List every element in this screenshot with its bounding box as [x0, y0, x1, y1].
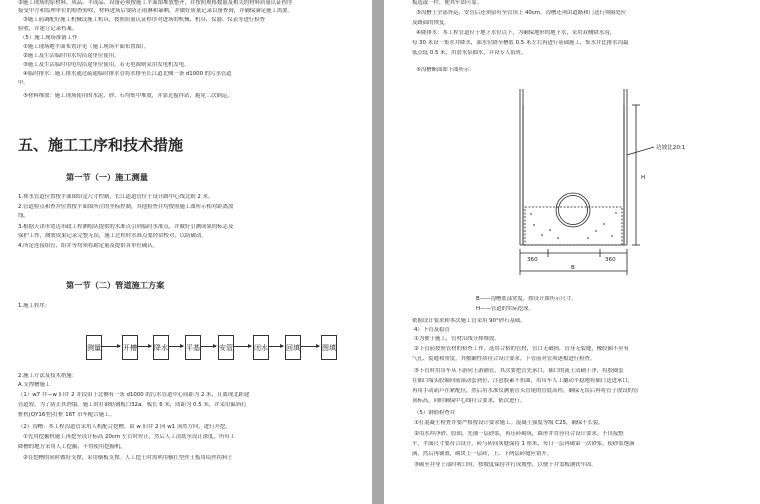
- text-line: 降槽的地方采用人工挖掘，不得使用挖掘机。: [18, 444, 126, 450]
- flow-arrow: [234, 346, 251, 347]
- text-line: 1.施工程序：: [18, 303, 51, 309]
- text-line: 4.所定连接组管、组井等均须将勘定量及提供各单位确认。: [18, 243, 158, 249]
- height-label: H: [641, 175, 646, 181]
- text-line: ⑤沟槽断面如下图所示：: [416, 67, 475, 73]
- text-line: 验收，并建立记录档案。: [18, 26, 78, 32]
- text-line: ②施工现场的原材料、成品、半成品、设备必须按施工平面图堆放整齐，并按照规格数量及相关的材料质量认证程序: [18, 0, 293, 6]
- text-line: ①为便于施工，管材沿线分排堆放。: [414, 336, 500, 342]
- legend-line: H——管道的实际挖深。: [476, 306, 534, 312]
- flow-step-box: 降水: [153, 335, 169, 360]
- text-line: 接受甲方和监理单位的检查验收，材料进场后要防止雨淋和暴晒，并做好质量记录以备查询，并确保满足施工需要。: [18, 8, 293, 14]
- subsection-heading: 第一节（二）管道施工方案: [66, 280, 165, 290]
- flow-step-box: 图填: [321, 335, 337, 360]
- text-line: 3.根据天津市宽达市政工程测绘队提供的水准点引到临时水准点，并做好引测成果的标志及: [18, 224, 234, 230]
- slope-label: 边坡比20:1: [656, 145, 686, 151]
- section-heading: 五、施工工序和技术措施: [18, 136, 184, 154]
- document-page-right: [384, 0, 760, 504]
- text-line: ⑤材料堆放：施工现场使用的水泥、砂、石均集中堆放，并靠近搅拌站，避免二次倒运。: [23, 93, 233, 99]
- text-line: ②在挖槽的同时做好支撑，采用横板支撑。人工挖土时需利用横扛型丝土板用铅丝拐料土: [23, 455, 233, 461]
- document-page-left: [0, 0, 372, 504]
- subsection-heading: 第一节（一）施工测量: [66, 172, 148, 182]
- text-line: ③施工及生活临时用电均沿途单位使用，若无电源则采用发电机发电。: [23, 62, 190, 68]
- text-line: ③沟槽土全部外运，安管后还须留有至管顶上 40cm。沟槽还须由道路和门送行须隔处应: [416, 10, 627, 16]
- text-line: ②下管前按照管材的检查工作，选用合格的管材，管口无破损，管身无裂缝，橡胶圈不应有: [414, 346, 630, 352]
- flow-step-box: 闭水: [253, 335, 269, 360]
- text-line: （5）钢筋检查井: [414, 410, 456, 416]
- text-line: ②施工及生活临时用水均沿途单位使用。: [23, 53, 120, 59]
- flow-arrow: [169, 346, 183, 347]
- text-line: 气孔、裂缝和重皮，其敷确性质符合设计要求，下管前对管须逐根进行检查。: [412, 356, 596, 362]
- width-label: B: [571, 265, 575, 271]
- text-line: （1）w7 井—w 旧井 2 井段由于北侧有一条 d1000 的污水管道中心间距为 2 米，且离现北距建: [18, 392, 250, 398]
- legend-line: B——沟槽底部宽度，按设计图所示尺寸。: [476, 296, 577, 302]
- text-line: ①打混凝土检查井要严格按设计要求施工。混凝土强度等级 C25，确保不长裂。: [414, 420, 604, 426]
- text-line: （2）沟槽：本工程沟道管采用人机配合挖槽。由 w 旧井 2 向 w1 顶然方向，进行开挖。: [18, 424, 231, 430]
- text-line: ③下管时用吊车从下游向上游铺管，其次要把管先承口，插口的流土清刷干净，将胶圈套: [414, 368, 624, 374]
- flow-step-box: 安管: [218, 335, 234, 360]
- flow-arrow: [269, 346, 283, 347]
- dimension-label: 360: [605, 257, 616, 263]
- flow-step-box: 测量: [86, 335, 102, 360]
- text-line: ④降排水：本工程管道位于地下水位以下，为确保地形的地下水，采用双侧降水沟，: [416, 30, 615, 36]
- text-line: 低点低 0.5 米，用潜水泵抽水，并设专人值班。: [412, 50, 527, 56]
- flow-arrow: [102, 346, 120, 347]
- text-line: 在插口端头胶圈向前滚动套到位，注意胶素不扭曲，用吊车人工撬动平稳地将插口送进承口，: [412, 378, 634, 384]
- text-line: ③砌至井身上部时收口时，按坡度保持井打成坡垫，以便于井盖板钢铁牢固。: [414, 462, 597, 468]
- text-line: 每 30 米设一集水井降水，油水位降至槽底 0.5 米左右再进行基础施工，集水井比排水沟最: [412, 40, 629, 46]
- text-line: （5）施工现场准备工作: [20, 35, 78, 41]
- flow-step-box: 回填: [285, 335, 301, 360]
- text-line: 依据设计要求和本次施工管采用 90°砂石基础。: [412, 318, 526, 324]
- text-line: 顶标高，同时确保中心线符合要求，依次进行。: [412, 398, 526, 404]
- flow-step-box: 开槽: [122, 335, 138, 360]
- text-line: 保护工作，测放成果记录完整无误，施工过程时水准点要经常校对，以防破动。: [18, 233, 207, 239]
- dimension-label: 360: [527, 257, 538, 263]
- text-line: 中。: [18, 80, 29, 86]
- text-line: ①先用挖掘机施工再挖至设计标高 20cm 左右时停止，然后人工清底至设计深度，所有工: [23, 434, 236, 440]
- text-line: 4）下管及稳管: [414, 327, 450, 333]
- flow-step-box: 平基: [185, 335, 201, 360]
- text-line: 满，然后再铺放，砌块上一层砖，上、下两层砖缝应错开。: [412, 451, 553, 457]
- flow-arrow: [301, 346, 319, 347]
- trench-section-diagram: [484, 85, 714, 280]
- text-line: A.支撑槽施工: [18, 382, 51, 388]
- flow-arrow: [138, 346, 151, 347]
- page-gap: [372, 0, 384, 504]
- text-line: ③施工前调配好施工机械设施工机具，按照质量认证程序对进场的机械、机具、仪器、仪表等进行检查: [23, 17, 266, 23]
- text-line: ④临时排水：施工排水通过疏通临时排水管将水排至长江道北侧一条 d1000 的污水管道: [23, 71, 232, 77]
- text-line: 2.管道检点和查井位置按平面图所注的坐标控制，其他检查井均按照施工图所示相对距离放: [18, 204, 234, 210]
- text-line: 再用手动葫芦在紧配位，然后用水准仪测量管头管尾的管底高程，确保无误后再将管子放设的管: [412, 388, 639, 394]
- text-line: 2.施工方法及技术措施：: [18, 373, 78, 379]
- text-line: 线。: [18, 213, 29, 219]
- text-line: 及路面的恢复。: [412, 20, 450, 26]
- text-line: ②用水冲净砂、胶面，先铺一层砂浆，再压砖砌筑，圆形井直径符合设计要求，不仅接整: [414, 431, 624, 437]
- text-line: 板选或一件，便其牢固可靠。: [412, 0, 483, 6]
- text-line: 平，平面尺寸要符合设计，砖与砖间灰缝保持 1 厘米，每日一层再砌第一次砂浆，使砂浆饱满: [412, 441, 635, 447]
- flow-arrow: [201, 346, 216, 347]
- text-line: 1.排水管道位置按平面图给定尺寸控制，长江道道管位于设计路中心线北则 2 米。: [18, 194, 214, 200]
- text-line: 管道较，为了防止其坍塌，施工时打钢筋钢板口32a。板长 6 米，间距为 0.5 米，并采用偏斜打: [18, 402, 247, 408]
- text-line: 桩机(QY16型)打桩 16T 吊车配合施工。: [18, 412, 115, 418]
- text-line: ①施工现场地平面布置详见（施工现场平面布置图）。: [23, 44, 150, 50]
